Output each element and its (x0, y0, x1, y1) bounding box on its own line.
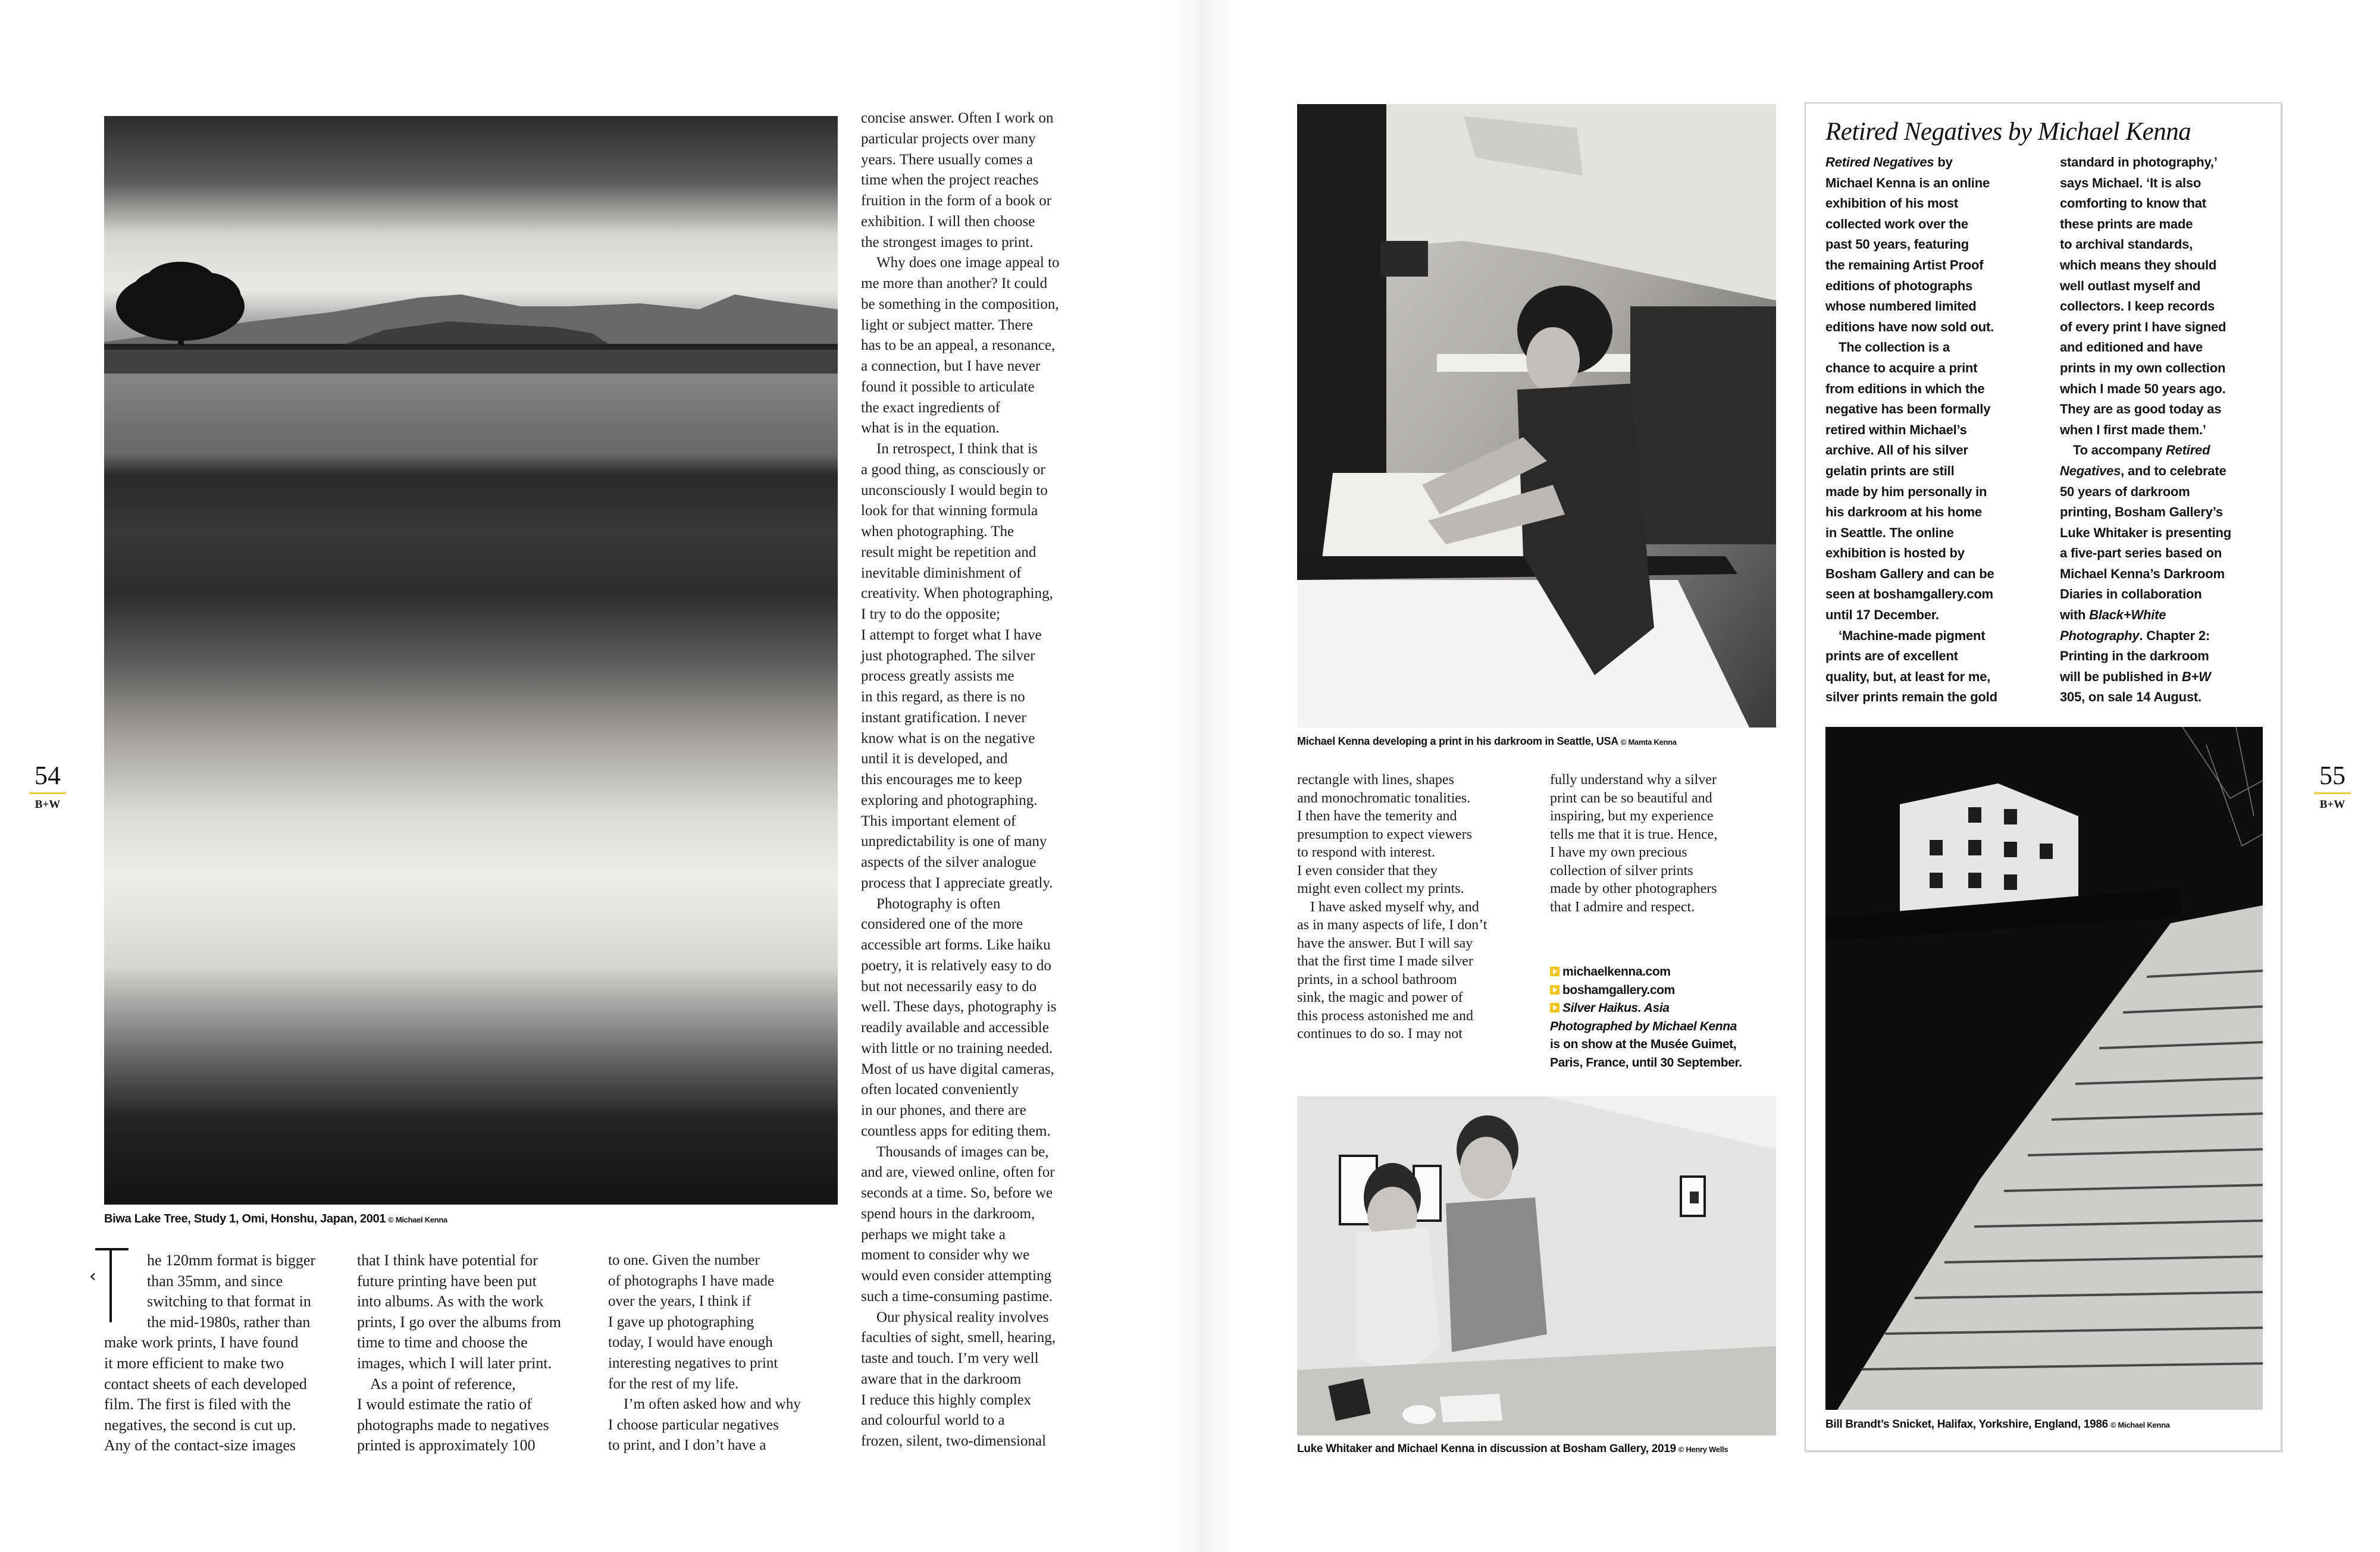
text-line: just photographed. The silver (861, 647, 1035, 664)
caption-title: Biwa Lake Tree, Study 1, Omi, Honshu, Japan, 2001 (104, 1212, 386, 1225)
magazine-mark: B+W (35, 798, 61, 811)
text-line: in Seattle. The online (1825, 525, 1954, 540)
text-line: than 35mm, and since (147, 1272, 283, 1290)
text-line: to one. Given the number (608, 1252, 760, 1268)
text-line: negative has been formally (1825, 402, 1991, 417)
arrow-bullet-icon (1550, 1003, 1559, 1012)
text-line: such a time-consuming pastime. (861, 1288, 1053, 1305)
text-line: future printing have been put (357, 1272, 537, 1290)
text-line: This important element of (861, 813, 1016, 829)
text-line: editions have now sold out. (1825, 319, 1994, 334)
text-line: what is in the equation. (861, 420, 1000, 437)
text-line: that I admire and respect. (1550, 899, 1695, 915)
web-links (1550, 963, 1800, 1072)
text-line: collected work over the (1825, 216, 1968, 231)
text-line: Diaries in collaboration (2060, 587, 2202, 602)
text-line: Michael Kenna’s Darkroom (2060, 566, 2225, 581)
link-text[interactable]: michaelkenna.com (1562, 965, 1671, 979)
text-line: rectangle with lines, shapes (1297, 772, 1454, 788)
text-line: from editions in which the (1825, 381, 1985, 396)
text-line: Luke Whitaker is presenting (2060, 525, 2232, 540)
text-line: into albums. As with the work (357, 1293, 544, 1310)
text-line: I even consider that they (1297, 863, 1438, 879)
text-line: As a point of reference, (370, 1375, 516, 1393)
text-line: film. The first is filed with the (104, 1396, 291, 1413)
text-line: make work prints, I have found (104, 1334, 299, 1352)
text-line: standard in photography,’ (2060, 155, 2218, 170)
text-line: might even collect my prints. (1297, 881, 1464, 896)
text-line (2060, 605, 2274, 626)
text-line: Printing in the darkroom (2060, 648, 2209, 664)
text-line: this process astonished me and (1297, 1008, 1473, 1024)
text-line: I have asked myself why, and (1310, 899, 1479, 915)
text-line: silver prints remain the gold (1825, 689, 1997, 705)
text-line: in our phones, and there are (861, 1102, 1026, 1118)
text-line: archive. All of his silver (1825, 443, 1968, 458)
text-line (2060, 461, 2274, 482)
exhibition-title-cont (1550, 1018, 1800, 1036)
spine-gutter (1166, 0, 1238, 1552)
text-line: until 17 December. (1825, 607, 1939, 623)
body-column-b (1550, 771, 1788, 916)
text-line: The collection is a (1839, 340, 1950, 355)
text-line: sink, the magic and power of (1297, 990, 1463, 1005)
text-line: prints in my own collection (2060, 360, 2226, 375)
text-line: chance to acquire a print (1825, 360, 1978, 375)
text-line: whose numbered limited (1825, 299, 1977, 314)
text-line: taste and touch. I’m very well (861, 1350, 1039, 1366)
text-line: exploring and photographing. (861, 792, 1038, 808)
text-line: printing, Bosham Gallery’s (2060, 504, 2223, 520)
text-line: prints, in a school bathroom (1297, 971, 1457, 987)
text-line: these prints are made (2060, 216, 2193, 231)
text-line: and are, viewed online, often for (861, 1164, 1055, 1181)
text-line (2060, 440, 2274, 461)
text-line (2060, 626, 2274, 647)
text-line: I have my own precious (1550, 845, 1687, 860)
biwa-lake-tree-photo (104, 116, 838, 1205)
text-line: which I made 50 years ago. (2060, 381, 2226, 396)
darkroom-photo-caption (1297, 734, 1677, 750)
text-line: which means they should (2060, 257, 2217, 272)
darkroom-photo (1297, 104, 1776, 728)
text-line: gelatin prints are still (1825, 463, 1955, 478)
text-line: particular projects over many (861, 130, 1036, 147)
text-line: has to be an appeal, a resonance, (861, 337, 1056, 354)
bosham-gallery-photo (1297, 1096, 1776, 1435)
text-line: well outlast myself and (2060, 278, 2201, 293)
text-line: instant gratification. I never (861, 709, 1026, 726)
bill-brandt-snicket-photo (1825, 727, 2263, 1410)
text-line: Why does one image appeal to (876, 255, 1060, 271)
text-line: past 50 years, featuring (1825, 237, 1969, 252)
page-number: 54 (35, 761, 61, 790)
text-line: 50 years of darkroom (2060, 484, 2190, 499)
text-line: of photographs I have made (608, 1272, 775, 1289)
photo-credit: © Henry Wells (1678, 1445, 1728, 1454)
text-line: faculties of sight, smell, hearing, (861, 1330, 1056, 1346)
text-line: made by him personally in (1825, 484, 1987, 499)
sidebar-column-2 (2060, 152, 2274, 708)
text-line: be something in the composition, (861, 296, 1059, 312)
photo-credit: © Michael Kenna (388, 1215, 447, 1224)
text-line (1825, 152, 2040, 173)
brandt-photo-caption (1825, 1418, 2170, 1432)
folio-rule (29, 792, 66, 794)
text-line: I attempt to forget what I have (861, 626, 1042, 643)
text-line: I reduce this highly complex (861, 1391, 1032, 1408)
italic-fragment: B+W (2181, 669, 2211, 684)
text-line: readily available and accessible (861, 1020, 1049, 1036)
text-line: process that I appreciate greatly. (861, 874, 1053, 891)
text-fragment: . Chapter 2: (2139, 628, 2210, 643)
text-line: until it is developed, and (861, 751, 1008, 767)
right-folio (2312, 763, 2353, 811)
text-line: years. There usually comes a (861, 151, 1034, 168)
text-line: and editioned and have (2060, 340, 2203, 355)
italic-fragment: Black+White (2089, 607, 2166, 623)
arrow-bullet-icon (1550, 967, 1559, 976)
link-text[interactable]: boshamgallery.com (1562, 983, 1675, 997)
photo-credit: © Michael Kenna (2110, 1421, 2170, 1429)
text-line: but not necessarily easy to do (861, 978, 1037, 995)
text-line: Thousands of images can be, (876, 1143, 1049, 1160)
text-line: aspects of the silver analogue (861, 854, 1036, 870)
text-line: made by other photographers (1550, 881, 1717, 896)
text-line: says Michael. ‘It is also (2060, 175, 2202, 190)
text-line: Bosham Gallery and can be (1825, 566, 1994, 581)
text-line: retired within Michael’s (1825, 422, 1967, 437)
text-line: exhibition is hosted by (1825, 545, 1965, 561)
caption-title: Michael Kenna developing a print in his darkroom in Seattle, USA (1297, 735, 1618, 747)
text-line: unpredictability is one of many (861, 833, 1047, 850)
text-line: moment to consider why we (861, 1247, 1030, 1263)
text-line: ‘Machine-made pigment (1839, 628, 1986, 643)
text-line: would even consider attempting (861, 1268, 1052, 1284)
text-line: I choose particular negatives (608, 1416, 779, 1433)
text-line: that I think have potential for (357, 1252, 538, 1269)
text-line: Any of the contact-size images (104, 1437, 296, 1454)
text-line: that the first time I made silver (1297, 954, 1473, 969)
text-line: process greatly assists me (861, 668, 1014, 685)
text-line: considered one of the more (861, 916, 1023, 933)
text-line: over the years, I think if (608, 1293, 751, 1310)
body-column-1 (104, 1250, 342, 1456)
gallery-photo-caption (1297, 1442, 1728, 1457)
text-line: a good thing, as consciously or (861, 461, 1045, 478)
page-number: 55 (2319, 761, 2345, 790)
text-line: time to time and choose the (357, 1334, 528, 1352)
text-line: tells me that it is true. Hence, (1550, 826, 1718, 842)
text-line: Most of us have digital cameras, (861, 1061, 1054, 1077)
text-line: I’m often asked how and why (624, 1396, 801, 1413)
text-line: it more efficient to make two (104, 1354, 284, 1372)
text-line: photographs made to negatives (357, 1416, 549, 1434)
text-line: creativity. When photographing, (861, 585, 1053, 602)
text-line: his darkroom at his home (1825, 504, 1982, 520)
text-line: interesting negatives to print (608, 1355, 778, 1371)
text-line: spend hours in the darkroom, (861, 1205, 1035, 1222)
text-line: have the answer. But I will say (1297, 935, 1473, 951)
text-line: collection of silver prints (1550, 863, 1693, 879)
text-line: exhibition of his most (1825, 196, 1958, 211)
text-line: presumption to expect viewers (1297, 826, 1472, 842)
text-line: when photographing. The (861, 523, 1014, 540)
text-fragment: by (1934, 155, 1953, 170)
folio-rule (2314, 792, 2351, 794)
text-line: fully understand why a silver (1550, 772, 1717, 788)
text-line: inevitable diminishment of (861, 565, 1022, 581)
text-line: switching to that format in (147, 1293, 311, 1310)
text-fragment: , and to celebrate (2121, 463, 2226, 478)
text-line: this encourages me to keep (861, 772, 1022, 788)
body-column-3 (608, 1250, 846, 1456)
text-line: the mid-1980s, rather than (147, 1313, 311, 1331)
text-line: of every print I have signed (2060, 319, 2226, 334)
text-line: light or subject matter. There (861, 316, 1034, 333)
arrow-bullet-icon (1550, 985, 1559, 995)
text-line: a five-part series based on (2060, 545, 2222, 561)
text-line: poetry, it is relatively easy to do (861, 957, 1051, 974)
text-line: in this regard, as there is no (861, 689, 1025, 705)
link-michaelkenna[interactable] (1550, 963, 1800, 982)
text-line: to print, and I don’t have a (608, 1437, 766, 1454)
text-line: seconds at a time. So, before we (861, 1185, 1053, 1201)
text-line: when I first made them.’ (2060, 422, 2206, 437)
text-line: continues to do so. I may not (1297, 1026, 1463, 1042)
text-line: know what is on the negative (861, 730, 1035, 747)
text-line: They are as good today as (2060, 402, 2222, 417)
text-line: Photography is often (876, 895, 1001, 912)
exhibition-venue: is on show at the Musée Guimet, (1550, 1037, 1737, 1051)
italic-fragment: Negatives (2060, 463, 2121, 478)
text-line: Michael Kenna is an online (1825, 175, 1990, 190)
text-line: fruition in the form of a book or (861, 193, 1052, 209)
link-boshamgallery[interactable] (1550, 982, 1800, 1000)
magazine-mark: B+W (2319, 798, 2345, 811)
back-arrow-icon[interactable]: ‹ (89, 1266, 96, 1287)
text-line: Our physical reality involves (876, 1309, 1049, 1325)
text-line: me more than another? It could (861, 275, 1048, 291)
text-line: I try to do the opposite; (861, 606, 1000, 622)
text-line: I gave up photographing (608, 1313, 754, 1330)
text-line: well. These days, photography is (861, 999, 1057, 1015)
body-column-4 (861, 108, 1123, 1452)
text-line: comforting to know that (2060, 196, 2206, 211)
text-line: prints, I go over the albums from (357, 1313, 561, 1331)
sidebar-title: Retired Negatives by Michael Kenna (1825, 118, 2191, 146)
text-line: time when the project reaches (861, 172, 1039, 189)
text-fragment: with (2060, 607, 2090, 623)
text-line: perhaps we might take a (861, 1226, 1006, 1243)
text-line: with little or no training needed. (861, 1040, 1053, 1056)
text-line: found it possible to articulate (861, 378, 1035, 395)
text-line: I would estimate the ratio of (357, 1396, 532, 1413)
italic-title: Retired Negatives (1825, 155, 1934, 170)
text-line: to archival standards, (2060, 237, 2193, 252)
exhibition-dates: Paris, France, until 30 September. (1550, 1055, 1742, 1070)
text-line: for the rest of my life. (608, 1375, 739, 1392)
text-fragment: To accompany (2073, 443, 2166, 458)
text-line: collectors. I keep records (2060, 299, 2215, 314)
text-line: unconsciously I would begin to (861, 482, 1048, 498)
text-line: as in many aspects of life, I don’t (1297, 917, 1488, 933)
biwa-photo-caption (104, 1212, 447, 1227)
text-line: a connection, but I have never (861, 358, 1041, 374)
text-line: I then have the temerity and (1297, 808, 1457, 824)
text-line: the strongest images to print. (861, 234, 1034, 250)
text-line: images, which I will later print. (357, 1354, 552, 1372)
text-line: and monochromatic tonalities. (1297, 790, 1471, 806)
text-line: he 120mm format is bigger (147, 1252, 316, 1269)
text-line: negatives, the second is cut up. (104, 1416, 296, 1434)
text-line: the exact ingredients of (861, 399, 1000, 416)
text-line: seen at boshamgallery.com (1825, 587, 1993, 602)
text-line: look for that winning formula (861, 503, 1038, 519)
text-line: and colourful world to a (861, 1412, 1005, 1429)
text-line: aware that in the darkroom (861, 1371, 1022, 1387)
exhibition-title-line2: Photographed by Michael Kenna (1550, 1019, 1737, 1033)
body-column-2 (357, 1250, 589, 1456)
text-line: exhibition. I will then choose (861, 213, 1035, 230)
text-line: inspiring, but my experience (1550, 808, 1714, 824)
text-line: editions of photographs (1825, 278, 1973, 293)
text-line: countless apps for editing them. (861, 1123, 1051, 1139)
text-line: often located conveniently (861, 1081, 1019, 1098)
text-line: printed is approximately 100 (357, 1437, 536, 1454)
caption-title: Bill Brandt’s Snicket, Halifax, Yorkshire, England, 1986 (1825, 1418, 2108, 1431)
body-column-a (1297, 771, 1535, 1043)
text-line: prints are of excellent (1825, 648, 1958, 664)
text-line: to respond with interest. (1297, 845, 1435, 860)
text-line: the remaining Artist Proof (1825, 257, 1984, 272)
text-line: concise answer. Often I work on (861, 110, 1054, 126)
text-line (2060, 667, 2274, 688)
left-folio (27, 763, 68, 811)
text-line: print can be so beautiful and (1550, 790, 1712, 806)
exhibition-item (1550, 999, 1800, 1018)
italic-fragment: Photography (2060, 628, 2140, 643)
caption-title: Luke Whitaker and Michael Kenna in discussion at Bosham Gallery, 2019 (1297, 1443, 1676, 1455)
text-line: 305, on sale 14 August. (2060, 689, 2202, 705)
sidebar-column-1 (1825, 152, 2040, 708)
text-line: quality, but, at least for me, (1825, 669, 1991, 684)
text-line: contact sheets of each developed (104, 1375, 307, 1393)
italic-fragment: Retired (2165, 443, 2210, 458)
text-line: result might be repetition and (861, 544, 1036, 560)
text-line: frozen, silent, two-dimensional (861, 1433, 1047, 1449)
photo-credit: © Mamta Kenna (1620, 738, 1677, 747)
text-fragment: will be published in (2060, 669, 2182, 684)
text-line: In retrospect, I think that is (876, 441, 1038, 457)
exhibition-title: Silver Haikus. Asia (1562, 1001, 1670, 1015)
text-line: today, I would have enough (608, 1334, 773, 1351)
text-line: accessible art forms. Like haiku (861, 937, 1051, 953)
